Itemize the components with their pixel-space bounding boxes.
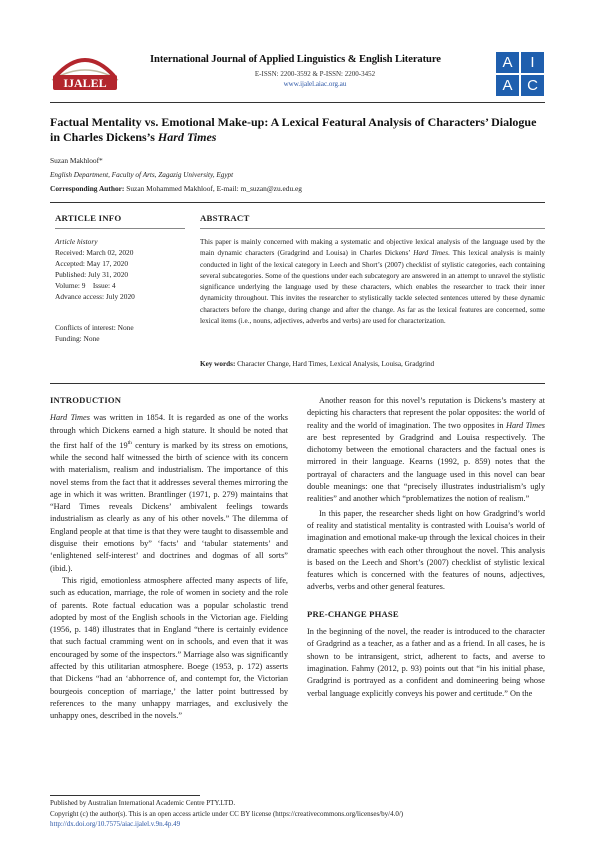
abstract-text: This paper is mainly concerned with making a systematic and objective lexical analysis of the language used by the main dynamic characters (Gradgrind and Louisa) in Charles Dickens’ Hard Times. This lexical analysis is mainly conducted in light of the lexical category in Leech and Short’s (2007) checklist of stylistic categories, each containing several subcategories. Some of the questions under each subcategory are answered in an attempt to unravel the stylistic significance underlying the language used by these characters, which enables the researcher to track their inner dynamicity throughout. This invites the researcher to stylistically tackle selected sentences uttered by these dynamic characters before the change, during change and after the change. As far as the lexical features are concerned, some lexical items (i.e., nouns, adjectives, adverbs and verbs) are used for characterization. [200, 238, 545, 326]
paper-title: Factual Mentality vs. Emotional Make-up: A Lexical Featural Analysis of Characters’ Dialogue in Charles Dickens’s Hard Times [50, 115, 537, 144]
paragraph: This rigid, emotionless atmosphere affected many aspects of life, such as education, marriage, the role of women in society and the role of parents. Rote factual education was a popular scholastic trend adopted by most of the English schools in the Victorian age. Fielding (1956, p. 148) illustrates that in England “there is certainly evidence that such factual cramming went on in schools, and even that it was encouraged by some of the inspectors.” Marriage also was significantly affected by this utilitarian atmosphere. Boege (1953, p. 172) asserts that Dickens “had an ‘abhorrence of, and contempt for, the Victorian bourgeois conception of marriage,’ the latter point buttressed by references to the many unhappy marriages, and exclusively the unhappy ones, described in the novels.” [50, 575, 288, 721]
author-name: Suzan Makhloof* [50, 156, 103, 165]
paragraph: In this paper, the researcher sheds light on how Gradgrind’s world of reality and statistical mentality is contrasted with Louisa’s world of imagination and emotional make-up through the lexical choices in their dramatic speeches with each other throughout the novel. This analysis is based on the Leech and Short’s (2007) checklist of stylistic lexical features which is concerned with the features of nouns, adjectives, adverbs, verbs and other general features. [307, 508, 545, 592]
paragraph: Another reason for this novel’s reputation is Dickens’s mastery at depicting his characters that represent the polar opposites: the world of reality and the world of imagination. The two opposites in Hard Times are best represented by Gradgrind and Louisa respectively. The dichotomy between the emotional characters and the factual ones is mirrored in their language. Kearns (1992, p. 859) notes that the portrayal of characters and the language used in this novel can bear double meanings: one that “precisely illustrates industrialism’s ugly realities” and another which “problematizes the notion of realism.” [307, 396, 545, 504]
journal-header [50, 50, 545, 98]
affiliation: English Department, Faculty of Arts, Zagazig University, Egypt [50, 171, 234, 179]
introduction-heading: INTRODUCTION [50, 395, 122, 405]
footer [50, 798, 545, 830]
aiac-letter: I [521, 52, 544, 73]
journal-url[interactable]: www.ijalel.aiac.org.au [283, 80, 347, 88]
aiac-letter: C [521, 75, 544, 96]
abstract-underline [200, 228, 545, 229]
info-underline [55, 228, 185, 229]
footer-rule [50, 795, 200, 796]
corresponding-author: Corresponding Author: Suzan Mohammed Makhloof, E-mail: m_suzan@zu.edu.eg [50, 184, 302, 193]
declarations: Conflicts of interest: None Funding: None [55, 323, 134, 343]
pre-change-heading: PRE-CHANGE PHASE [307, 608, 399, 619]
logo-text: IJALEL [63, 76, 107, 90]
doi-link[interactable]: http://dx.doi.org/10.7575/aiac.ijalel.v.9n.4p.49 [50, 820, 181, 828]
paragraph: In the beginning of the novel, the reader is introduced to the character of Gradgrind as a teacher, as a father and as a friend. In all cases, he is shown to be intransigent, strict, adherent to facts, and averse to imagination. Fahmy (2012, p. 93) points out that “in his initial phase, Gradgrind is portrayed as a confident and domineering being whose verbal language explicitly conveys his power and certitude.” On the [307, 627, 545, 698]
header-divider [50, 102, 545, 103]
journal-title: International Journal of Applied Linguistics & English Literature [150, 54, 441, 65]
article-history: Article history Received: March 02, 2020 Accepted: May 17, 2020 Published: July 31, 2020 Volume: 9 Issue: 4 Advance access: July 2020 [55, 237, 135, 301]
copyright-line: Copyright (c) the author(s). This is an open access article under CC BY license (https://creativecommons.org/licenses/by/4.0/) [50, 809, 404, 818]
keywords: Key words: Character Change, Hard Times, Lexical Analysis, Louisa, Gradgrind [200, 360, 435, 368]
aiac-logo [496, 52, 544, 96]
issn-line: E-ISSN: 2200-3592 & P-ISSN: 2200-3452 [254, 70, 376, 78]
aiac-letter: A [496, 52, 519, 73]
section-divider [50, 202, 545, 203]
aiac-letter: A [496, 75, 519, 96]
right-column [307, 395, 545, 700]
article-info-heading: ARTICLE INFO [55, 213, 122, 223]
abstract-heading: ABSTRACT [200, 213, 250, 223]
ijalel-logo [50, 50, 120, 94]
left-column [50, 384, 288, 722]
paragraph: Hard Times was written in 1854. It is regarded as one of the works through which Dickens earned a high stature. It should be noted that the first half of the 19th century is marked by its stress on emotions, while the second half witnessed the birth of science with its concern with materialism, realism and industrialism. The importance of this novel stems from the fact that it addresses several themes mirroring the age in which it was written. Brantlinger (1971, p. 279) maintains that “Hard Times reveals Dickens’ ambivalent feelings towards industrialism as clearly as any of his other novels.” The dilemma of England people at that time is that they were taught to disassemble and disguise their emotions by” ‘facts’ and ‘tabular statements’ and ‘enlightened self-interest’ and doctrines and dogmas of all sorts” (ibid.). [50, 413, 288, 573]
publisher-line: Published by Australian International Academic Centre PTY.LTD. [50, 799, 236, 807]
